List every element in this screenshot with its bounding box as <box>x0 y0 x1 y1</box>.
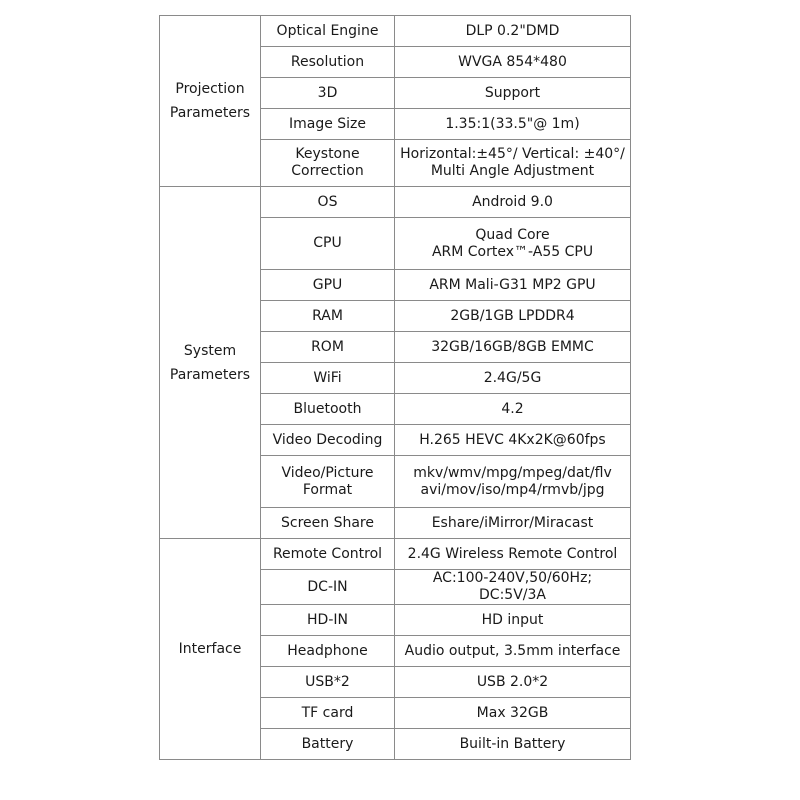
spec-label: Video Decoding <box>261 425 395 456</box>
spec-value: mkv/wmv/mpg/mpeg/dat/flv avi/mov/iso/mp4/rmvb/jpg <box>395 456 631 508</box>
spec-value: ARM Mali-G31 MP2 GPU <box>395 270 631 301</box>
spec-value: Android 9.0 <box>395 187 631 218</box>
spec-label: Bluetooth <box>261 394 395 425</box>
spec-label: Optical Engine <box>261 16 395 47</box>
spec-label: TF card <box>261 698 395 729</box>
spec-label: RAM <box>261 301 395 332</box>
spec-label: Keystone Correction <box>261 140 395 187</box>
spec-label: ROM <box>261 332 395 363</box>
spec-table-body <box>160 16 631 760</box>
spec-value: HD input <box>395 605 631 636</box>
spec-label: Headphone <box>261 636 395 667</box>
spec-value: WVGA 854*480 <box>395 47 631 78</box>
spec-label: GPU <box>261 270 395 301</box>
spec-value: 2GB/1GB LPDDR4 <box>395 301 631 332</box>
spec-value: Support <box>395 78 631 109</box>
spec-value: Quad Core ARM Cortex™-A55 CPU <box>395 218 631 270</box>
spec-value: DLP 0.2"DMD <box>395 16 631 47</box>
spec-value: USB 2.0*2 <box>395 667 631 698</box>
spec-label: CPU <box>261 218 395 270</box>
spec-value: 4.2 <box>395 394 631 425</box>
spec-value: Audio output, 3.5mm interface <box>395 636 631 667</box>
spec-value: 2.4G Wireless Remote Control <box>395 539 631 570</box>
spec-table <box>159 15 631 760</box>
spec-row <box>160 539 631 570</box>
spec-value: Max 32GB <box>395 698 631 729</box>
spec-label: OS <box>261 187 395 218</box>
spec-value: 1.35:1(33.5"@ 1m) <box>395 109 631 140</box>
spec-value: Horizontal:±45°/ Vertical: ±40°/ Multi Angle Adjustment <box>395 140 631 187</box>
group-system-parameters: System Parameters <box>160 187 261 539</box>
spec-label: Remote Control <box>261 539 395 570</box>
spec-label: HD-IN <box>261 605 395 636</box>
spec-label: WiFi <box>261 363 395 394</box>
spec-value: Eshare/iMirror/Miracast <box>395 508 631 539</box>
spec-label: Video/Picture Format <box>261 456 395 508</box>
spec-value: AC:100-240V,50/60Hz; DC:5V/3A <box>395 570 631 605</box>
spec-label: 3D <box>261 78 395 109</box>
spec-value: Built-in Battery <box>395 729 631 760</box>
spec-label: Image Size <box>261 109 395 140</box>
group-projection-parameters: Projection Parameters <box>160 16 261 187</box>
group-interface: Interface <box>160 539 261 760</box>
spec-label: DC-IN <box>261 570 395 605</box>
spec-value: 32GB/16GB/8GB EMMC <box>395 332 631 363</box>
spec-value: H.265 HEVC 4Kx2K@60fps <box>395 425 631 456</box>
spec-row <box>160 16 631 47</box>
spec-label: USB*2 <box>261 667 395 698</box>
spec-label: Battery <box>261 729 395 760</box>
spec-value: 2.4G/5G <box>395 363 631 394</box>
spec-row <box>160 187 631 218</box>
spec-label: Screen Share <box>261 508 395 539</box>
spec-label: Resolution <box>261 47 395 78</box>
